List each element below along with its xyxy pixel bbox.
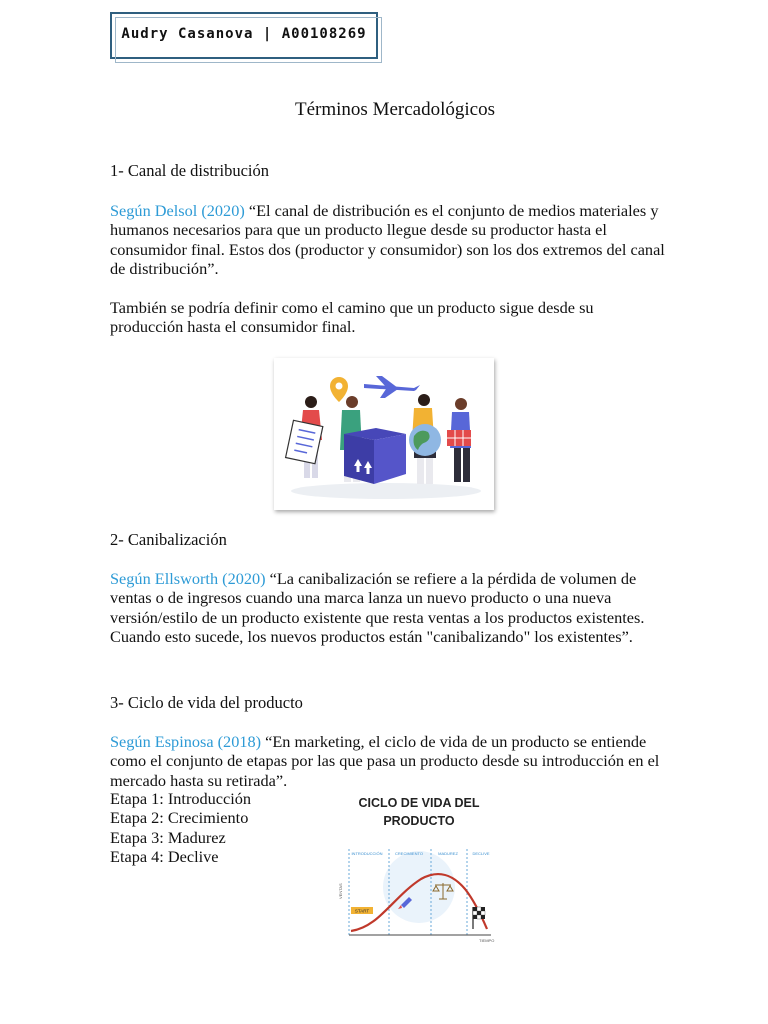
quote-text: “El canal de distribución es el conjunto de medios materiales y humanos necesarios para que un producto llegue desde su productor hasta el consumidor final. Estos dos (productor y consumidor) son los dos extremos del canal de distribución”. [110, 201, 665, 279]
x-axis-label: TIEMPO [479, 938, 495, 943]
lifecycle-image [331, 789, 507, 957]
section-heading-ciclo-vida: 3- Ciclo de vida del producto [110, 693, 303, 712]
lifecycle-title-line2: PRODUCTO [383, 814, 455, 828]
stage-item: Etapa 4: Declive [110, 847, 219, 867]
phase-label: MADUREZ [438, 851, 458, 856]
section-quote-canibalizacion [110, 569, 670, 647]
quote-text: “La canibalización se refiere a la pérdida de volumen de ventas o de ingresos cuando una marca lanza un nuevo producto o una nueva versión/estilo de un producto existente que resta ventas a los productos existentes. Cuando esto sucede, los nuevos productos están "canibalizando" los existentes”. [110, 569, 645, 647]
citation-espinosa: Según Espinosa (2018) [110, 732, 262, 751]
citation-delsol: Según Delsol (2020) [110, 201, 245, 220]
stage-item: Etapa 2: Crecimiento [110, 808, 249, 828]
section-extra-canal: También se podría definir como el camino que un producto sigue desde su producción hasta el consumidor final. [110, 298, 594, 337]
section-heading-canal: 1- Canal de distribución [110, 161, 270, 180]
quote-text: “En marketing, el ciclo de vida de un producto se entiende como el conjunto de etapas por las que pasa un producto desde su introducción en el mercado hasta su retirada”. [110, 732, 660, 790]
y-axis-label: VENTAS [338, 883, 343, 899]
page-title: Términos Mercadológicos [295, 99, 495, 120]
stages-list [110, 789, 251, 867]
finish-flag-icon [473, 907, 485, 929]
section-quote-canal [110, 201, 670, 279]
phase-label: INTRODUCCIÓN [351, 851, 383, 856]
phase-label: CRECIMIENTO [395, 851, 423, 856]
lifecycle-title-line1: CICLO DE VIDA DEL [358, 796, 480, 810]
section-quote-ciclo-vida [110, 732, 670, 790]
author-name-box [110, 12, 378, 59]
author-name-id: Audry Casanova | A00108269 [121, 26, 367, 42]
stage-item: Etapa 1: Introducción [110, 789, 252, 808]
phase-label: DECLIVE [472, 851, 490, 856]
section-heading-canibalizacion: 2- Canibalización [110, 530, 227, 549]
distribution-illustration [274, 358, 494, 510]
start-label: START [354, 908, 370, 914]
stage-item: Etapa 3: Madurez [110, 827, 226, 847]
citation-ellsworth: Según Ellsworth (2020) [110, 569, 266, 588]
